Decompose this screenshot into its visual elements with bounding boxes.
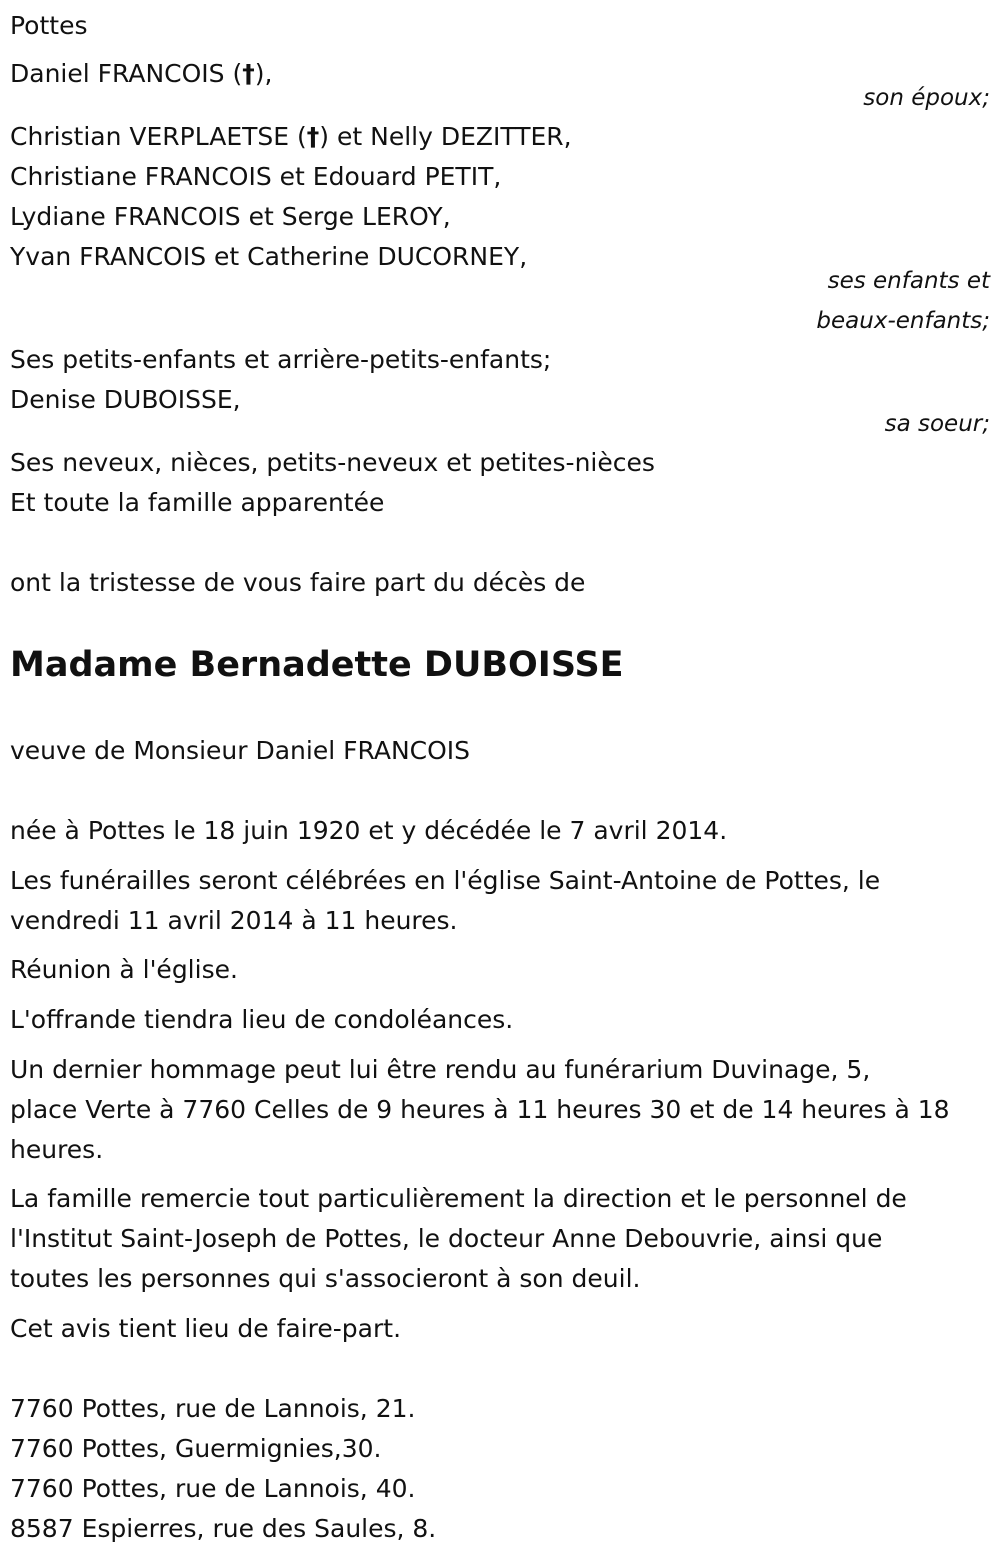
spouse-paren-close: ), [254, 59, 273, 88]
homage-line-3: heures. [10, 1135, 104, 1164]
child-line-3: Lydiane FRANCOIS et Serge LEROY, [10, 202, 451, 231]
sister-role: sa soeur; [884, 411, 990, 437]
widow-of: veuve de Monsieur Daniel FRANCOIS [10, 736, 471, 765]
meeting-text: Réunion à l'église. [10, 955, 238, 984]
homage-line-1: Un dernier hommage peut lui être rendu au funérarium Duvinage, 5, [10, 1055, 871, 1084]
announcement-text: ont la tristesse de vous faire part du décès de [10, 568, 586, 597]
cross-icon: † [306, 122, 320, 151]
thanks-line-1: La famille remercie tout particulièrement la direction et le personnel de [10, 1184, 907, 1213]
thanks-line-3: toutes les personnes qui s'associeront à son deuil. [10, 1264, 641, 1293]
address-line: 7760 Pottes, rue de Lannois, 21. [10, 1394, 416, 1423]
born-died: née à Pottes le 18 juin 1920 et y décédée le 7 avril 2014. [10, 816, 728, 845]
address-line: 7760 Pottes, Guermignies,30. [10, 1434, 382, 1463]
spouse-name: Daniel FRANCOIS [10, 59, 225, 88]
extended-family-line-1: Ses neveux, nièces, petits-neveux et petites-nièces [10, 448, 655, 477]
child-line-1 [10, 117, 572, 157]
place-heading: Pottes [10, 11, 88, 40]
extended-family-line-2: Et toute la famille apparentée [10, 488, 385, 517]
child-1-b: ) et Nelly DEZITTER, [319, 122, 572, 151]
thanks-line-2: l'Institut Saint-Joseph de Pottes, le docteur Anne Debouvrie, ainsi que [10, 1224, 883, 1253]
deceased-name: Madame Bernadette DUBOISSE [10, 645, 624, 685]
address-line: 8587 Espierres, rue des Saules, 8. [10, 1514, 437, 1543]
address-line: 7760 Pottes, rue de Lannois, 40. [10, 1474, 416, 1503]
child-1-a: Christian VERPLAETSE ( [10, 122, 307, 151]
spouse-line [10, 54, 272, 94]
offering-text: L'offrande tiendra lieu de condoléances. [10, 1005, 514, 1034]
funeral-line-2: vendredi 11 avril 2014 à 11 heures. [10, 906, 458, 935]
children-role-2: beaux-enfants; [816, 308, 990, 334]
child-line-2: Christiane FRANCOIS et Edouard PETIT, [10, 162, 502, 191]
notice-text: Cet avis tient lieu de faire-part. [10, 1314, 402, 1343]
grandchildren-line: Ses petits-enfants et arrière-petits-enfants; [10, 345, 552, 374]
spouse-paren-open: ( [232, 59, 243, 88]
cross-icon: † [242, 59, 255, 88]
children-role-1: ses enfants et [827, 268, 990, 294]
homage-line-2: place Verte à 7760 Celles de 9 heures à 11 heures 30 et de 14 heures à 18 [10, 1095, 950, 1124]
funeral-line-1: Les funérailles seront célébrées en l'église Saint-Antoine de Pottes, le [10, 866, 881, 895]
spouse-role: son époux; [863, 85, 990, 111]
sister-name: Denise DUBOISSE, [10, 385, 241, 414]
child-line-4: Yvan FRANCOIS et Catherine DUCORNEY, [10, 242, 528, 271]
